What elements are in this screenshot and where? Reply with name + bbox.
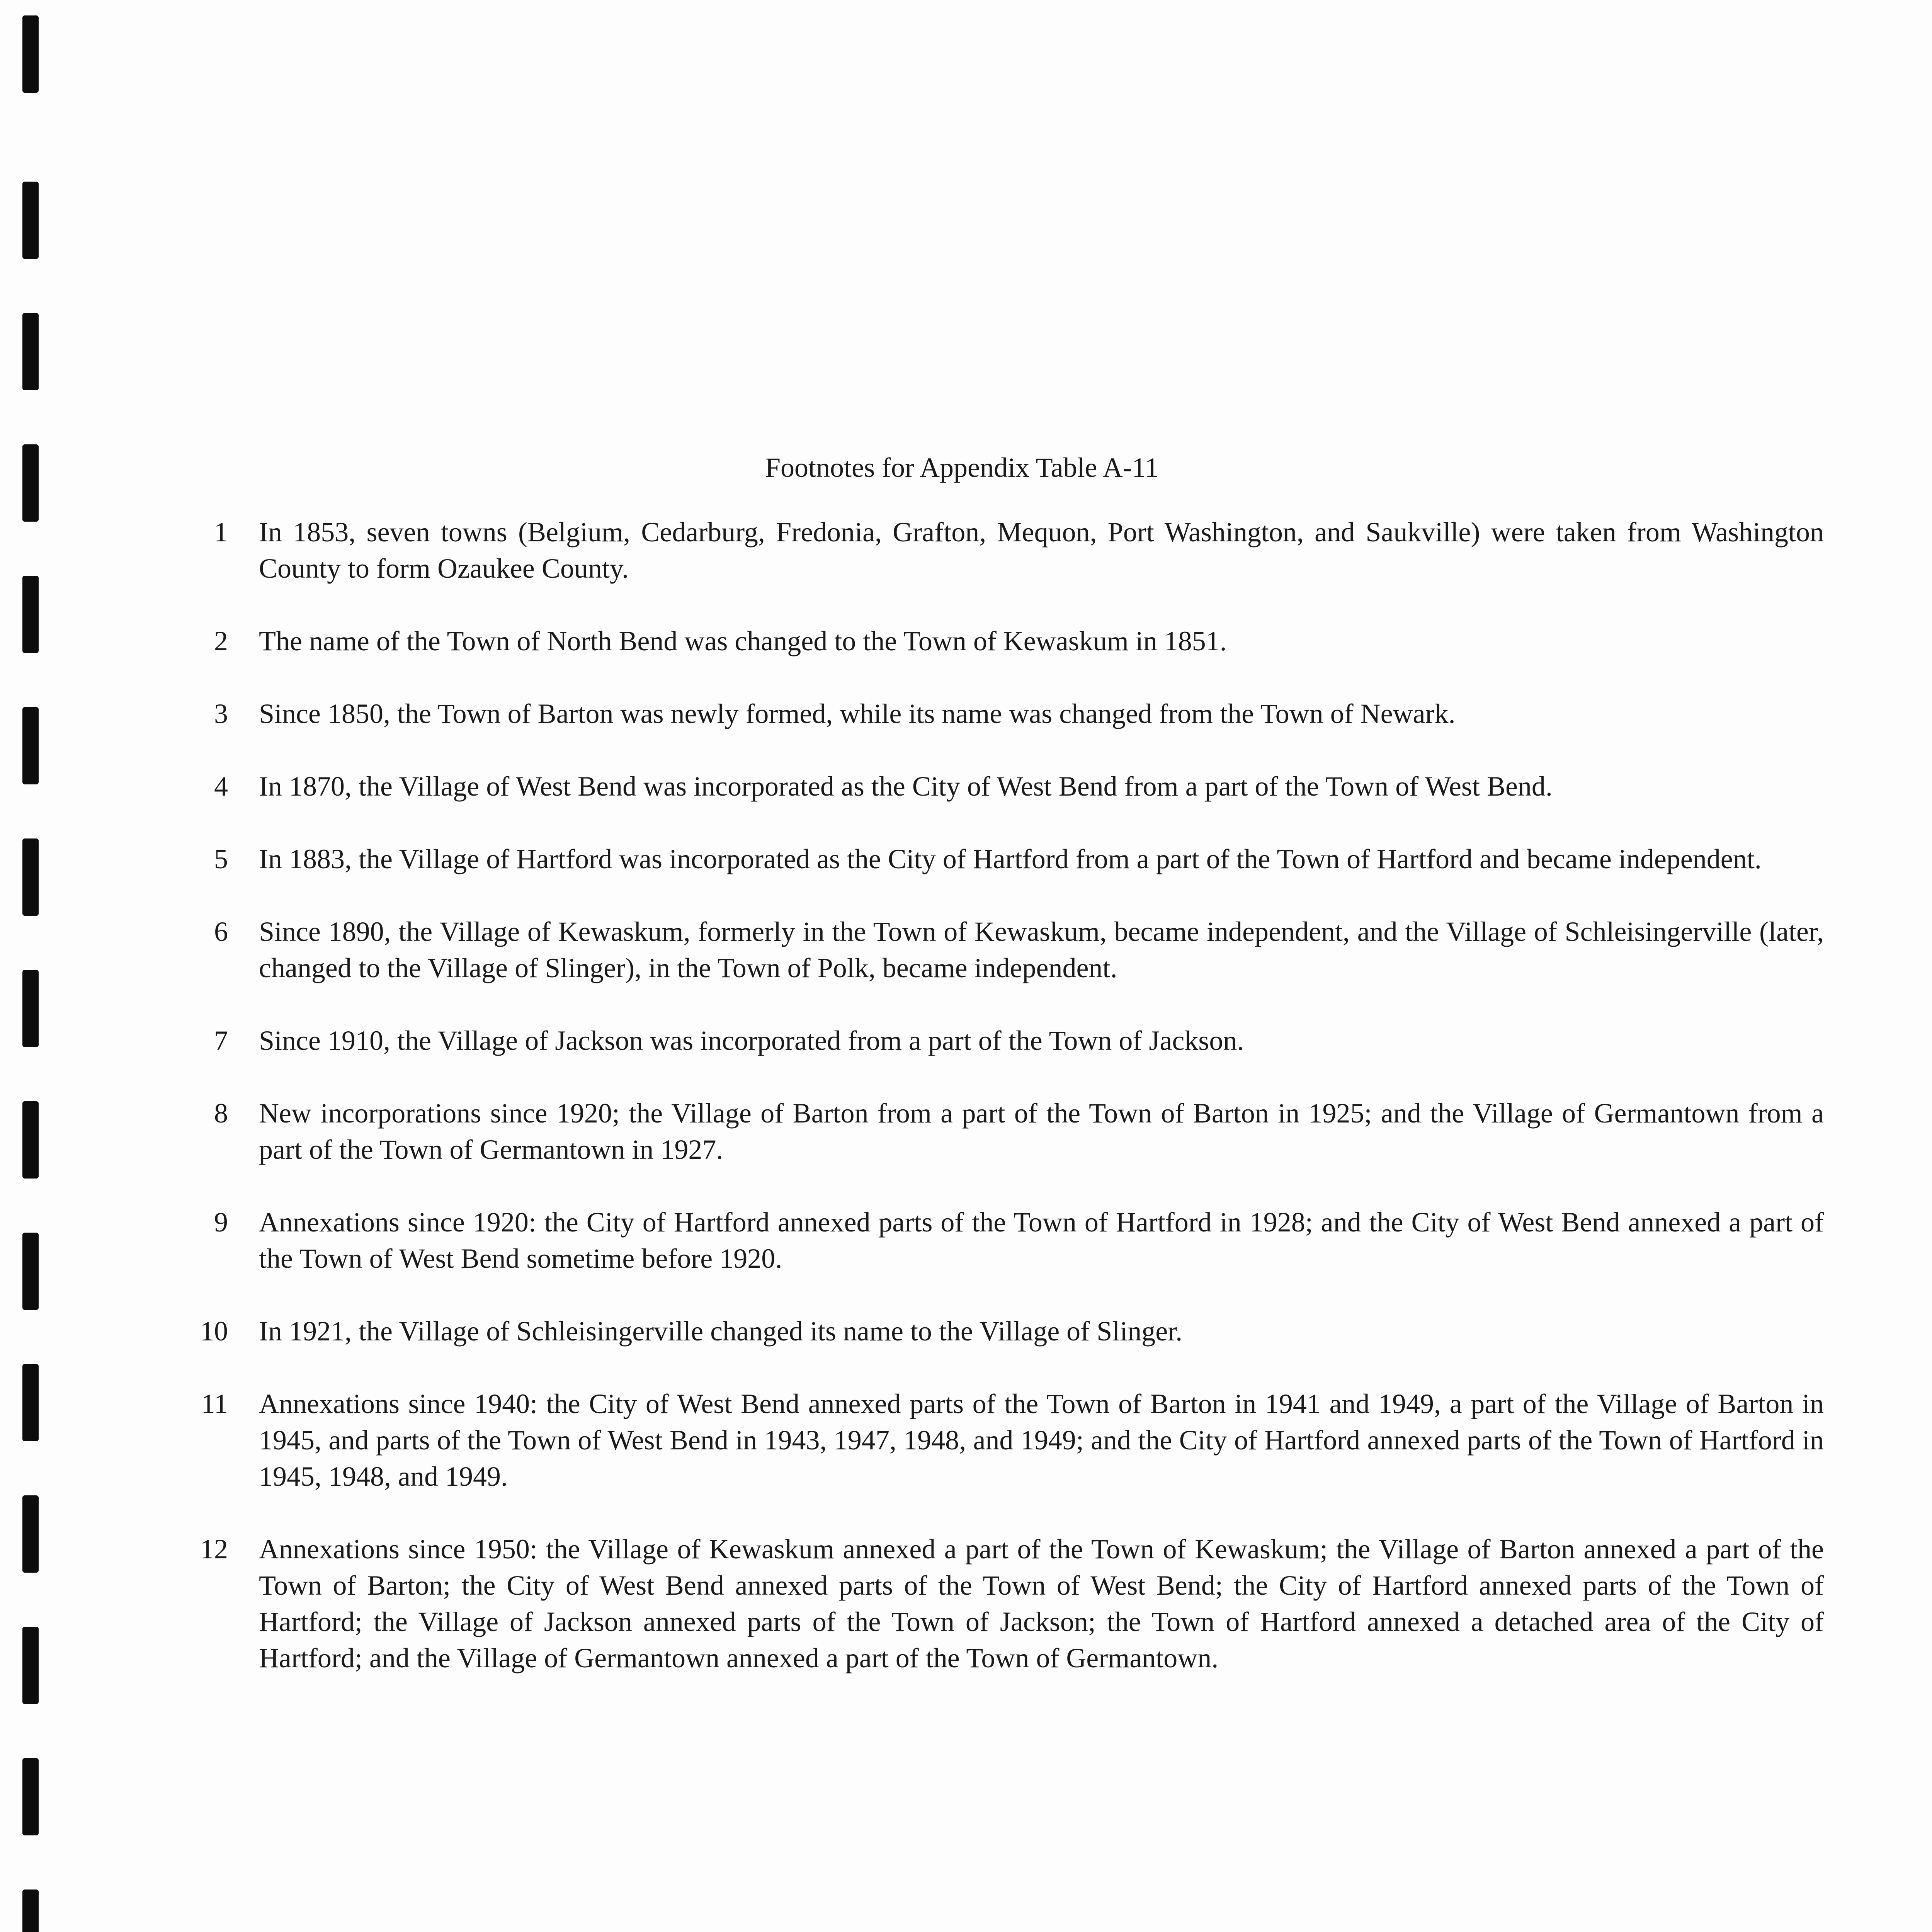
binding-mark [22, 1233, 39, 1310]
footnote-text: In 1921, the Village of Schleisingerville changed its name to the Village of Slinger. [259, 1316, 1183, 1347]
footnote-item [178, 623, 1824, 659]
footnote-number: 10 [200, 1316, 228, 1347]
footnote-text: Since 1890, the Village of Kewaskum, formerly in the Town of Kewaskum, became independent, and the Village of Schleisingerville (later, changed to the Village of Slinger), in the Town of Polk, became independent. [259, 916, 1824, 983]
footnote-item [178, 1095, 1824, 1168]
footnote-item [178, 696, 1824, 732]
binding-mark [22, 182, 39, 259]
binding-mark [22, 1495, 39, 1573]
footnote-text: In 1870, the Village of West Bend was incorporated as the City of West Bend from a part of the Town of West Bend. [259, 771, 1553, 802]
footnote-text: Annexations since 1950: the Village of Kewaskum annexed a part of the Town of Kewaskum; the Village of Barton annexed a part of the Town of Barton; the City of West Bend annexed parts of the Town of West Bend; the City of Hartford annexed parts of the Town of Hartford; the Village of Jackson annexed parts of the Town of Jackson; the Town of Hartford annexed a detached area of the City of Hartford; and the Village of Germantown annexed a part of the Town of Germantown. [259, 1534, 1824, 1673]
footnote-number: 12 [200, 1534, 228, 1565]
binding-mark [22, 838, 39, 916]
footnote-text: In 1853, seven towns (Belgium, Cedarburg, Fredonia, Grafton, Mequon, Port Washington, and Saukville) were taken from Washington County to form Ozaukee County. [259, 517, 1824, 584]
binding-mark [22, 707, 39, 784]
footnote-number: 3 [214, 698, 228, 729]
binding-mark [22, 576, 39, 653]
footnote-text: New incorporations since 1920; the Village of Barton from a part of the Town of Barton in 1925; and the Village of Germantown from a part of the Town of Germantown in 1927. [259, 1098, 1824, 1165]
footnote-item [178, 768, 1824, 804]
binding-mark [22, 970, 39, 1047]
footnote-number: 2 [214, 626, 228, 656]
footnote-number: 1 [214, 517, 228, 548]
footnote-text: Annexations since 1940: the City of West Bend annexed parts of the Town of Barton in 1941 and 1949, a part of the Village of Barton in 1945, and parts of the Town of West Bend in 1943, 1947, 1948, and 1949; and the City of Hartford annexed parts of the Town of Hartford in 1945, 1948, and 1949. [259, 1388, 1824, 1492]
footnote-number: 11 [201, 1388, 228, 1419]
footnote-item [178, 913, 1824, 986]
binding-mark [22, 15, 39, 93]
footnote-item [178, 841, 1824, 877]
footnote-item [178, 1313, 1824, 1349]
binding-mark [22, 1889, 39, 1932]
footnote-item [178, 1204, 1824, 1277]
footnote-number: 9 [214, 1207, 228, 1238]
binding-mark [22, 1758, 39, 1835]
footnote-item [178, 1531, 1824, 1676]
binding-mark [22, 1627, 39, 1704]
footnote-number: 8 [214, 1098, 228, 1129]
footnote-text: Since 1850, the Town of Barton was newly formed, while its name was changed from the Town of Newark. [259, 698, 1456, 729]
footnote-text: In 1883, the Village of Hartford was incorporated as the City of Hartford from a part of the Town of Hartford and became independent. [259, 844, 1762, 874]
footnote-number: 4 [214, 771, 228, 802]
footnote-text: The name of the Town of North Bend was changed to the Town of Kewaskum in 1851. [259, 626, 1227, 656]
binding-mark [22, 1364, 39, 1441]
footnote-item [178, 514, 1824, 587]
binding-mark [22, 313, 39, 390]
footnote-list [178, 514, 1824, 1676]
footnote-text: Since 1910, the Village of Jackson was incorporated from a part of the Town of Jackson. [259, 1025, 1244, 1056]
binding-mark [22, 444, 39, 522]
binding-marks [22, 0, 46, 1932]
page-title: Footnotes for Appendix Table A-11 [765, 452, 1159, 483]
footnote-item [178, 1022, 1824, 1059]
footnote-item [178, 1386, 1824, 1495]
footnote-number: 7 [214, 1025, 228, 1056]
binding-mark [22, 1101, 39, 1179]
footnote-number: 6 [214, 916, 228, 947]
footnote-text: Annexations since 1920: the City of Hartford annexed parts of the Town of Hartford in 1928; and the City of West Bend annexed a part of the Town of West Bend sometime before 1920. [259, 1207, 1824, 1274]
footnote-number: 5 [214, 844, 228, 874]
